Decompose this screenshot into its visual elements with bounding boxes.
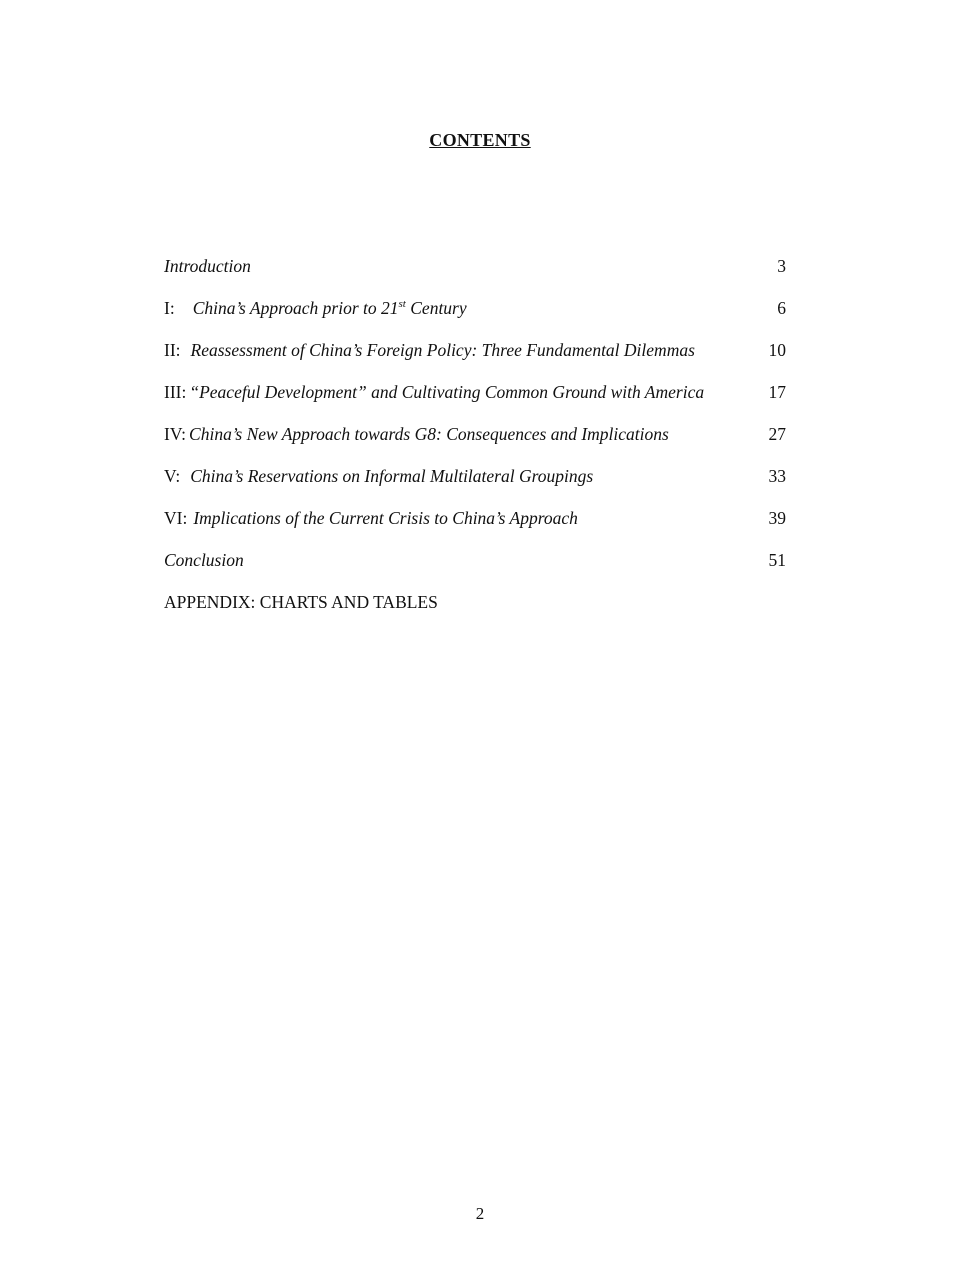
toc-entry-introduction[interactable] xyxy=(164,254,786,296)
page-number: 2 xyxy=(475,1204,485,1223)
toc-entry-title: Implications of the Current Crisis to China’s Approach xyxy=(193,508,578,528)
toc-entry-section-5[interactable] xyxy=(164,464,786,506)
toc-entry-section-2[interactable] xyxy=(164,338,786,380)
toc-entry-numeral: VI: xyxy=(164,508,188,528)
table-of-contents xyxy=(164,254,786,632)
toc-entry-title: APPENDIX: CHARTS AND TABLES xyxy=(164,592,438,612)
toc-entry-title: China’s Approach prior to 21st Century xyxy=(192,298,467,318)
toc-entry-numeral: III: xyxy=(164,382,187,402)
toc-entry-conclusion[interactable] xyxy=(164,548,786,590)
toc-entry-title: Reassessment of China’s Foreign Policy: Three Fundamental Dilemmas xyxy=(190,340,695,360)
toc-entry-section-6[interactable] xyxy=(164,506,786,548)
toc-entry-numeral: IV: xyxy=(164,424,187,444)
toc-entry-section-3[interactable] xyxy=(164,380,786,422)
toc-entry-page: 39 xyxy=(768,508,786,528)
toc-entry-page: 27 xyxy=(768,424,786,444)
ordinal-suffix: st xyxy=(398,298,406,311)
toc-entry-page: 3 xyxy=(777,256,786,276)
toc-entry-section-1[interactable] xyxy=(164,296,786,338)
toc-entry-title: Conclusion xyxy=(164,550,244,570)
toc-entry-numeral: II: xyxy=(164,340,181,360)
toc-entry-title: “Peaceful Development” and Cultivating Common Ground with America xyxy=(189,382,705,402)
toc-entry-section-4[interactable] xyxy=(164,422,786,464)
toc-entry-page: 10 xyxy=(768,340,786,360)
toc-entry-title: Introduction xyxy=(164,256,251,276)
toc-entry-page: 6 xyxy=(777,298,786,318)
toc-entry-page: 17 xyxy=(768,382,786,402)
toc-entry-page: 51 xyxy=(768,550,786,570)
toc-entry-numeral: V: xyxy=(164,466,181,486)
toc-entry-page: 33 xyxy=(768,466,786,486)
toc-entry-appendix[interactable] xyxy=(164,590,786,632)
contents-heading: CONTENTS xyxy=(429,130,531,150)
toc-entry-title: China’s Reservations on Informal Multilateral Groupings xyxy=(190,466,594,486)
toc-entry-numeral: I: xyxy=(164,298,175,318)
toc-entry-title: China’s New Approach towards G8: Consequences and Implications xyxy=(189,424,669,444)
